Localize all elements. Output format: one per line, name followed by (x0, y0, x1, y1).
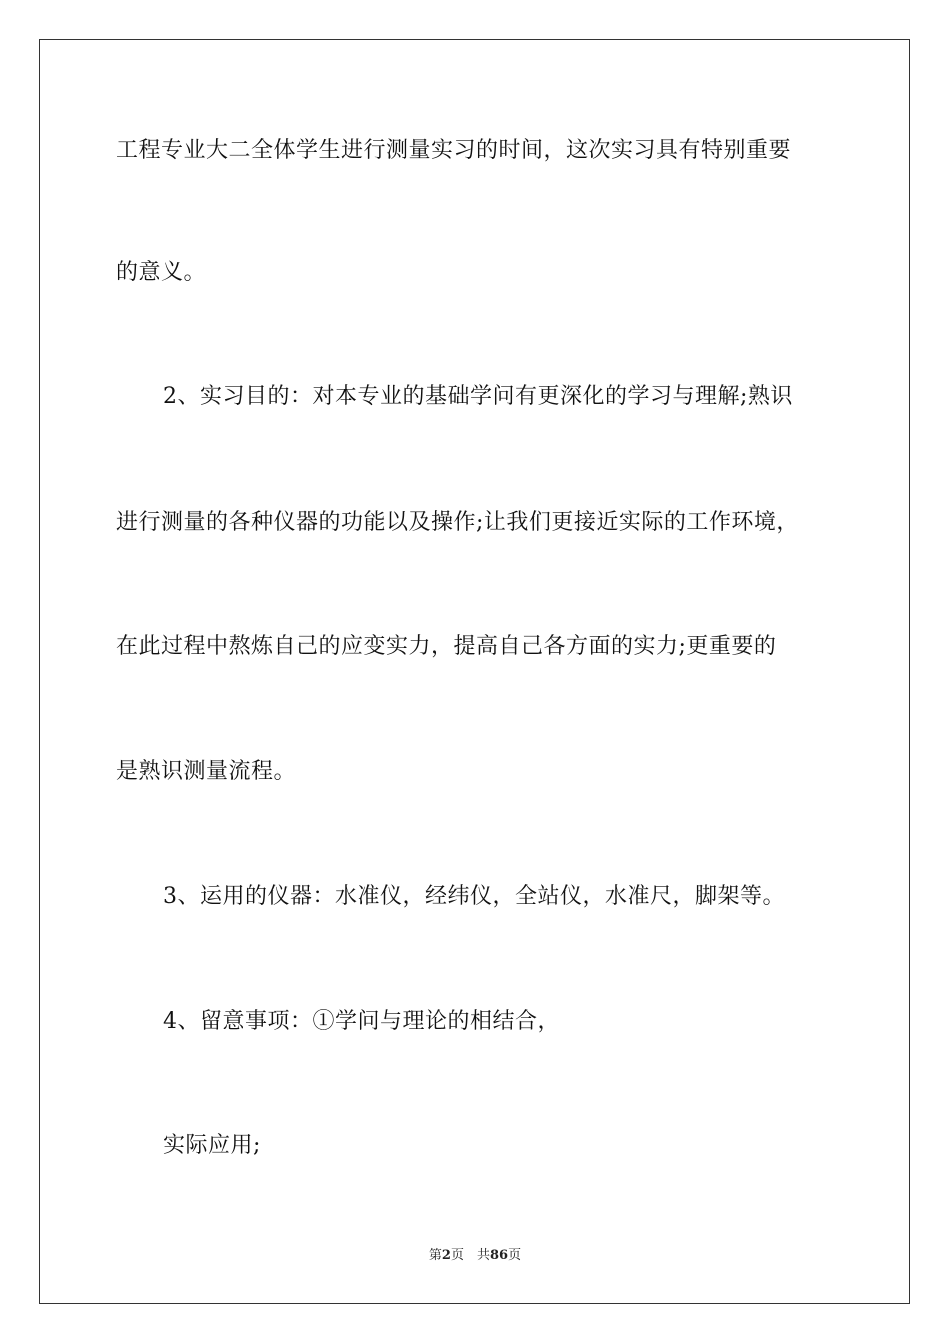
body-line-2: 的意义。 (116, 260, 207, 285)
body-line-7: 3、运用的仪器：水准仪，经纬仪，全站仪，水准尺，脚架等。 (163, 884, 785, 909)
page-footer (0, 1247, 950, 1265)
footer-middle: 页 共 (450, 1248, 490, 1263)
body-line-4: 进行测量的各种仪器的功能以及操作;让我们更接近实际的工作环境， (116, 510, 799, 535)
body-line-9: 实际应用; (163, 1133, 261, 1158)
body-line-8: 4、留意事项：①学问与理论的相结合， (163, 1009, 560, 1034)
body-line-1: 工程专业大二全体学生进行测量实习的时间，这次实习具有特别重要 (116, 138, 792, 163)
footer-total-pages: 86 (489, 1248, 509, 1263)
footer-suffix: 页 (508, 1248, 522, 1263)
body-line-5: 在此过程中熬炼自己的应变实力，提高自己各方面的实力;更重要的 (116, 634, 777, 659)
footer-prefix: 第 (428, 1248, 442, 1263)
page-border (39, 39, 910, 1304)
body-line-6: 是熟识测量流程。 (116, 759, 297, 784)
footer-page-number: 2 (441, 1248, 451, 1263)
body-line-3: 2、实习目的：对本专业的基础学问有更深化的学习与理解;熟识 (163, 384, 793, 409)
